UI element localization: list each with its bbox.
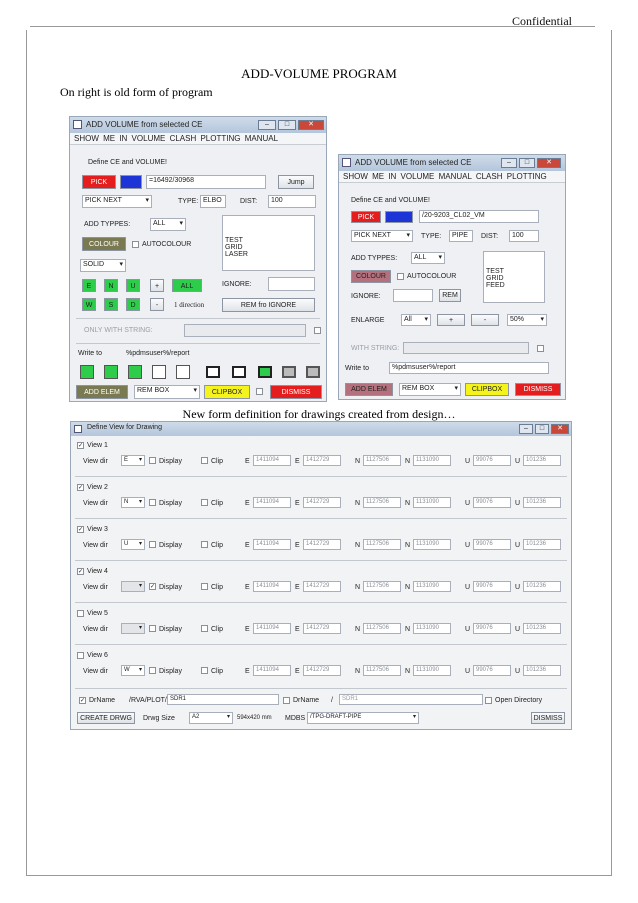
coord-field[interactable]: 1131090 xyxy=(413,497,451,508)
clipbox-button[interactable]: CLIPBOX xyxy=(465,383,509,396)
dismiss-button[interactable]: DISMISS xyxy=(531,712,565,724)
coord-field[interactable]: 1131090 xyxy=(413,539,451,550)
view-icon-3[interactable] xyxy=(258,366,272,378)
enlarge-plus-button[interactable]: + xyxy=(437,314,465,326)
view-name: View 2 xyxy=(87,484,108,491)
s4-icon[interactable] xyxy=(152,365,166,379)
rem-box-select[interactable]: REM BOX ▾ xyxy=(134,385,200,399)
coord-label: E xyxy=(245,542,250,549)
view-name: View 3 xyxy=(87,526,108,533)
drname-label: DrName xyxy=(89,697,116,704)
add-volume-window-old xyxy=(338,154,566,400)
write-to-label: Write to xyxy=(345,365,369,372)
ref-field[interactable]: =16492/30968 xyxy=(146,175,266,189)
view-dir-select[interactable] xyxy=(121,623,145,634)
minimize-button[interactable]: – xyxy=(258,120,276,130)
display-checkbox[interactable] xyxy=(149,457,156,464)
coord-label: U xyxy=(465,584,471,591)
dist-field[interactable]: 100 xyxy=(509,230,539,242)
n-button[interactable]: N xyxy=(104,279,118,292)
s3-icon[interactable] xyxy=(128,365,142,379)
display-label: Display xyxy=(159,458,182,465)
view-checkbox[interactable]: ✓ xyxy=(78,569,84,575)
view-dir-select[interactable]: E ▾ xyxy=(121,455,145,466)
clip-checkbox[interactable] xyxy=(201,583,208,590)
define-view-window xyxy=(70,421,572,730)
coord-field[interactable]: 1127506 xyxy=(363,539,401,550)
display-label: Display xyxy=(159,668,182,675)
list-item[interactable]: GRID xyxy=(225,244,243,251)
pick-colour-button[interactable] xyxy=(385,211,413,223)
view-dir-label: View dir xyxy=(83,542,108,549)
view-checkbox[interactable]: ✓ xyxy=(78,443,84,449)
coord-field[interactable]: 101236 xyxy=(523,497,561,508)
define-label: Define CE and VOLUME! xyxy=(351,197,430,204)
view-dir-select[interactable]: N ▾ xyxy=(121,497,145,508)
coord-field[interactable]: 1412729 xyxy=(303,665,341,676)
coord-label: U xyxy=(465,500,471,507)
add-volume-window-new xyxy=(69,116,327,402)
open-dir-label: Open Directory xyxy=(495,697,543,704)
type-label: TYPE: xyxy=(178,198,199,205)
coord-field[interactable]: 1412729 xyxy=(303,497,341,508)
coord-label: U xyxy=(515,668,521,675)
coord-label: N xyxy=(355,500,361,507)
add-types-label: ADD TYPPES: xyxy=(84,221,131,228)
coord-field[interactable]: 99076 xyxy=(473,665,511,676)
view-dir-label: View dir xyxy=(83,500,108,507)
coord-label: N xyxy=(355,458,361,465)
close-button[interactable]: ✕ xyxy=(298,120,324,130)
coord-field[interactable]: 99076 xyxy=(473,581,511,592)
clip-label: Clip xyxy=(211,500,224,507)
with-string-field[interactable] xyxy=(403,342,529,354)
coord-field[interactable]: 1411094 xyxy=(253,455,291,466)
coord-label: U xyxy=(515,458,521,465)
coord-field[interactable]: 101236 xyxy=(523,623,561,634)
coord-label: N xyxy=(355,584,361,591)
with-string-label: WITH STRING: xyxy=(351,345,400,352)
view-checkbox[interactable] xyxy=(77,610,84,617)
display-checkbox[interactable] xyxy=(149,667,156,674)
view-name: View 6 xyxy=(87,652,108,659)
coord-label: E xyxy=(295,500,300,507)
display-checkbox[interactable] xyxy=(149,499,156,506)
intro-text: On right is old form of program xyxy=(60,85,213,99)
header-rule-right xyxy=(505,26,595,27)
pick-next-select[interactable]: PICK NEXT ▾ xyxy=(351,230,413,242)
autocolour-label: AUTOCOLOUR xyxy=(142,241,192,248)
view-checkbox[interactable]: ✓ xyxy=(78,527,84,533)
s5-icon[interactable] xyxy=(176,365,190,379)
enlarge-select[interactable]: All ▾ xyxy=(401,314,431,326)
window-titlebar xyxy=(70,117,326,133)
coord-field[interactable]: 1411094 xyxy=(253,497,291,508)
view-dir-label: View dir xyxy=(83,584,108,591)
all-button[interactable]: ALL xyxy=(172,279,202,292)
pick-colour-button[interactable] xyxy=(120,175,142,189)
coord-field[interactable]: 1127506 xyxy=(363,455,401,466)
drname2-checkbox[interactable] xyxy=(283,697,290,704)
coord-label: E xyxy=(245,500,250,507)
percent-select[interactable]: 50% ▾ xyxy=(507,314,547,326)
list-item[interactable]: TEST xyxy=(486,268,504,275)
clip-checkbox[interactable] xyxy=(201,625,208,632)
caption-text: New form definition for drawings created from design… xyxy=(182,407,456,421)
jump-button[interactable]: Jump xyxy=(278,175,314,189)
mdbs-label: MDBS xyxy=(285,715,306,722)
coord-field[interactable]: 101236 xyxy=(523,665,561,676)
maximize-button[interactable]: □ xyxy=(519,158,535,168)
create-drwg-button[interactable]: CREATE DRWG xyxy=(77,712,135,724)
type-field[interactable]: ELBO xyxy=(200,195,226,208)
page-title: ADD-VOLUME PROGRAM xyxy=(241,66,397,81)
ignore-label: IGNORE: xyxy=(222,281,252,288)
clipbox-checkbox[interactable] xyxy=(256,388,263,395)
enlarge-label: ENLARGE xyxy=(351,317,385,324)
view-dir-select[interactable]: U ▾ xyxy=(121,539,145,550)
clip-checkbox[interactable] xyxy=(201,667,208,674)
display-label: Display xyxy=(159,626,182,633)
colour-button[interactable]: COLOUR xyxy=(351,270,391,283)
coord-field[interactable]: 1127506 xyxy=(363,623,401,634)
minimize-button[interactable]: – xyxy=(501,158,517,168)
app-icon xyxy=(74,425,82,433)
coord-field[interactable]: 1411094 xyxy=(253,665,291,676)
coord-label: U xyxy=(515,500,521,507)
display-label: Display xyxy=(159,542,182,549)
autocolour-checkbox[interactable] xyxy=(132,241,139,248)
colour-button[interactable]: COLOUR xyxy=(82,237,126,251)
report-path: %pdmsuser%/report xyxy=(126,350,190,357)
view-dir-select[interactable] xyxy=(121,581,145,592)
menu-bar[interactable]: SHOW ME IN VOLUME CLASH PLOTTING MANUAL xyxy=(70,133,326,145)
add-elem-button[interactable]: ADD ELEM xyxy=(76,385,128,399)
coord-field[interactable]: 1131090 xyxy=(413,623,451,634)
coord-label: E xyxy=(245,584,250,591)
header-rule xyxy=(30,26,505,27)
types-list[interactable] xyxy=(222,215,315,271)
autocolour-label: AUTOCOLOUR xyxy=(407,273,457,280)
clip-label: Clip xyxy=(211,668,224,675)
clip-checkbox[interactable] xyxy=(201,499,208,506)
clip-label: Clip xyxy=(211,584,224,591)
coord-label: N xyxy=(355,668,361,675)
view-name: View 5 xyxy=(87,610,108,617)
pick-button[interactable]: PICK xyxy=(351,211,381,223)
enlarge-minus-button[interactable]: - xyxy=(471,314,499,326)
coord-label: N xyxy=(405,458,411,465)
ignore-label: IGNORE: xyxy=(351,293,381,300)
write-to-label: Write to xyxy=(78,350,102,357)
coord-field[interactable]: 99076 xyxy=(473,623,511,634)
clip-label: Clip xyxy=(211,626,224,633)
coord-label: N xyxy=(405,584,411,591)
s-button[interactable]: S xyxy=(104,298,118,311)
list-item[interactable]: GRID xyxy=(486,275,504,282)
s1-icon[interactable] xyxy=(80,365,94,379)
display-checkbox[interactable] xyxy=(149,625,156,632)
define-label: Define CE and VOLUME! xyxy=(88,159,167,166)
coord-field[interactable]: 99076 xyxy=(473,497,511,508)
view-checkbox[interactable]: ✓ xyxy=(78,485,84,491)
drname-checkbox[interactable]: ✓ xyxy=(80,698,86,704)
coord-field[interactable]: 1127506 xyxy=(363,581,401,592)
coord-label: E xyxy=(295,668,300,675)
direction-label: 1 direction xyxy=(174,301,205,309)
view-dir-label: View dir xyxy=(83,668,108,675)
maximize-button[interactable]: □ xyxy=(535,424,549,434)
window-title: ADD VOLUME from selected CE xyxy=(355,158,472,167)
clip-label: Clip xyxy=(211,458,224,465)
coord-field[interactable]: 1131090 xyxy=(413,581,451,592)
ignore-field[interactable] xyxy=(393,289,433,302)
coord-label: N xyxy=(405,668,411,675)
sdr2-field[interactable]: SDR1 xyxy=(339,694,483,705)
size-select[interactable]: A2 ▾ xyxy=(189,712,233,724)
coord-label: U xyxy=(465,668,471,675)
list-item[interactable]: LASER xyxy=(225,251,248,258)
coord-label: U xyxy=(515,626,521,633)
minimize-button[interactable]: – xyxy=(519,424,533,434)
window-titlebar xyxy=(339,155,565,171)
window-title: ADD VOLUME from selected CE xyxy=(86,120,203,129)
coord-label: U xyxy=(465,542,471,549)
dist-field[interactable]: 100 xyxy=(268,195,316,208)
size-label: Drwg Size xyxy=(143,715,175,722)
type-field[interactable]: PIPE xyxy=(449,230,473,242)
coord-field[interactable]: 1412729 xyxy=(303,623,341,634)
maximize-button[interactable]: □ xyxy=(278,120,296,130)
coord-label: E xyxy=(295,584,300,591)
u-button[interactable]: U xyxy=(126,279,140,292)
window-title: Define View for Drawing xyxy=(87,424,162,431)
coord-field[interactable]: 101236 xyxy=(523,581,561,592)
path-label: /RVA/PLOT/ xyxy=(129,697,167,704)
coord-label: E xyxy=(295,626,300,633)
view-dir-label: View dir xyxy=(83,626,108,633)
coord-field[interactable]: 1411094 xyxy=(253,623,291,634)
list-item[interactable]: FEED xyxy=(486,282,505,289)
coord-field[interactable]: 1131090 xyxy=(413,665,451,676)
dismiss-button[interactable]: DISMISS xyxy=(515,383,561,396)
dist-label: DIST: xyxy=(481,233,499,240)
e-button[interactable]: E xyxy=(82,279,96,292)
rem-button[interactable]: REM xyxy=(439,289,461,302)
clip-label: Clip xyxy=(211,542,224,549)
coord-label: U xyxy=(465,458,471,465)
coord-label: E xyxy=(245,668,250,675)
coord-label: E xyxy=(295,542,300,549)
pick-next-select[interactable]: PICK NEXT ▾ xyxy=(82,195,152,208)
rem-box-select[interactable]: REM BOX ▾ xyxy=(399,383,461,396)
coord-field[interactable]: 99076 xyxy=(473,539,511,550)
window-titlebar xyxy=(71,422,571,436)
ignore-field[interactable] xyxy=(268,277,315,291)
rem-ignore-button[interactable]: REM fro IGNORE xyxy=(222,298,315,312)
coord-field[interactable]: 1412729 xyxy=(303,581,341,592)
coord-field[interactable]: 1127506 xyxy=(363,497,401,508)
types-select[interactable]: ALL ▾ xyxy=(150,218,186,231)
clipbox-button[interactable]: CLIPBOX xyxy=(204,385,250,399)
coord-field[interactable]: 101236 xyxy=(523,539,561,550)
coord-field[interactable]: 1411094 xyxy=(253,581,291,592)
clip-checkbox[interactable] xyxy=(201,541,208,548)
clip-checkbox[interactable] xyxy=(201,457,208,464)
open-dir-checkbox[interactable] xyxy=(485,697,492,704)
coord-field[interactable]: 1411094 xyxy=(253,539,291,550)
display-checkbox[interactable] xyxy=(149,541,156,548)
dist-label: DIST: xyxy=(240,198,258,205)
add-elem-button[interactable]: ADD ELEM xyxy=(345,383,393,396)
coord-label: U xyxy=(515,584,521,591)
close-button[interactable]: ✕ xyxy=(551,424,569,434)
dismiss-button[interactable]: DISMISS xyxy=(270,385,322,399)
slash-label: / xyxy=(331,697,333,704)
list-item[interactable]: TEST xyxy=(225,237,243,244)
coord-field[interactable]: 101236 xyxy=(523,455,561,466)
coord-label: N xyxy=(405,626,411,633)
only-string-field[interactable] xyxy=(184,324,306,337)
size-mm: 594x420 mm xyxy=(237,715,272,721)
close-button[interactable]: ✕ xyxy=(537,158,561,168)
coord-label: N xyxy=(355,626,361,633)
coord-label: U xyxy=(515,542,521,549)
s2-icon[interactable] xyxy=(104,365,118,379)
coord-label: N xyxy=(355,542,361,549)
display-label: Display xyxy=(159,500,182,507)
report-field[interactable]: %pdmsuser%/report xyxy=(389,362,549,374)
sdr-field[interactable]: SDR1 xyxy=(167,694,279,705)
coord-field[interactable]: 1127506 xyxy=(363,665,401,676)
app-icon xyxy=(73,120,82,129)
minus-button[interactable]: - xyxy=(150,298,164,311)
coord-label: N xyxy=(405,542,411,549)
only-string-label: ONLY WITH STRING: xyxy=(84,327,153,334)
coord-label: E xyxy=(245,458,250,465)
coord-label: N xyxy=(405,500,411,507)
w-button[interactable]: W xyxy=(82,298,96,311)
view-name: View 1 xyxy=(87,442,108,449)
view-dir-label: View dir xyxy=(83,458,108,465)
display-checkbox[interactable]: ✓ xyxy=(150,584,156,590)
type-label: TYPE: xyxy=(421,233,442,240)
view-icon-4[interactable] xyxy=(282,366,296,378)
solid-select[interactable]: SOLID ▾ xyxy=(80,259,126,272)
coord-field[interactable]: 1412729 xyxy=(303,455,341,466)
add-types-label: ADD TYPPES: xyxy=(351,255,398,262)
menu-bar[interactable]: SHOW ME IN VOLUME MANUAL CLASH PLOTTING xyxy=(339,171,565,183)
display-label: Display xyxy=(159,584,182,591)
autocolour-checkbox[interactable] xyxy=(397,273,404,280)
view-icon-5[interactable] xyxy=(306,366,320,378)
app-icon xyxy=(342,158,351,167)
d-button[interactable]: D xyxy=(126,298,140,311)
coord-label: E xyxy=(295,458,300,465)
types-list[interactable] xyxy=(483,251,545,303)
confidential-header: Confidential xyxy=(512,14,572,28)
ref-field[interactable]: /20-9203_CL02_VM xyxy=(419,210,539,223)
only-string-checkbox[interactable] xyxy=(314,327,321,334)
view-icon-1[interactable] xyxy=(206,366,220,378)
view-name: View 4 xyxy=(87,568,108,575)
types-select[interactable]: ALL ▾ xyxy=(411,252,445,264)
coord-field[interactable]: 99076 xyxy=(473,455,511,466)
view-dir-select[interactable]: W ▾ xyxy=(121,665,145,676)
drname2-label: DrName xyxy=(293,697,320,704)
coord-field[interactable]: 1131090 xyxy=(413,455,451,466)
view-checkbox[interactable] xyxy=(77,652,84,659)
pick-button[interactable]: PICK xyxy=(82,175,116,189)
coord-field[interactable]: 1412729 xyxy=(303,539,341,550)
with-string-checkbox[interactable] xyxy=(537,345,544,352)
view-icon-2[interactable] xyxy=(232,366,246,378)
coord-label: E xyxy=(245,626,250,633)
plus-button[interactable]: + xyxy=(150,279,164,292)
coord-label: U xyxy=(465,626,471,633)
mdbs-select[interactable]: /TPG-DRAFT-PIPE ▾ xyxy=(307,712,419,724)
